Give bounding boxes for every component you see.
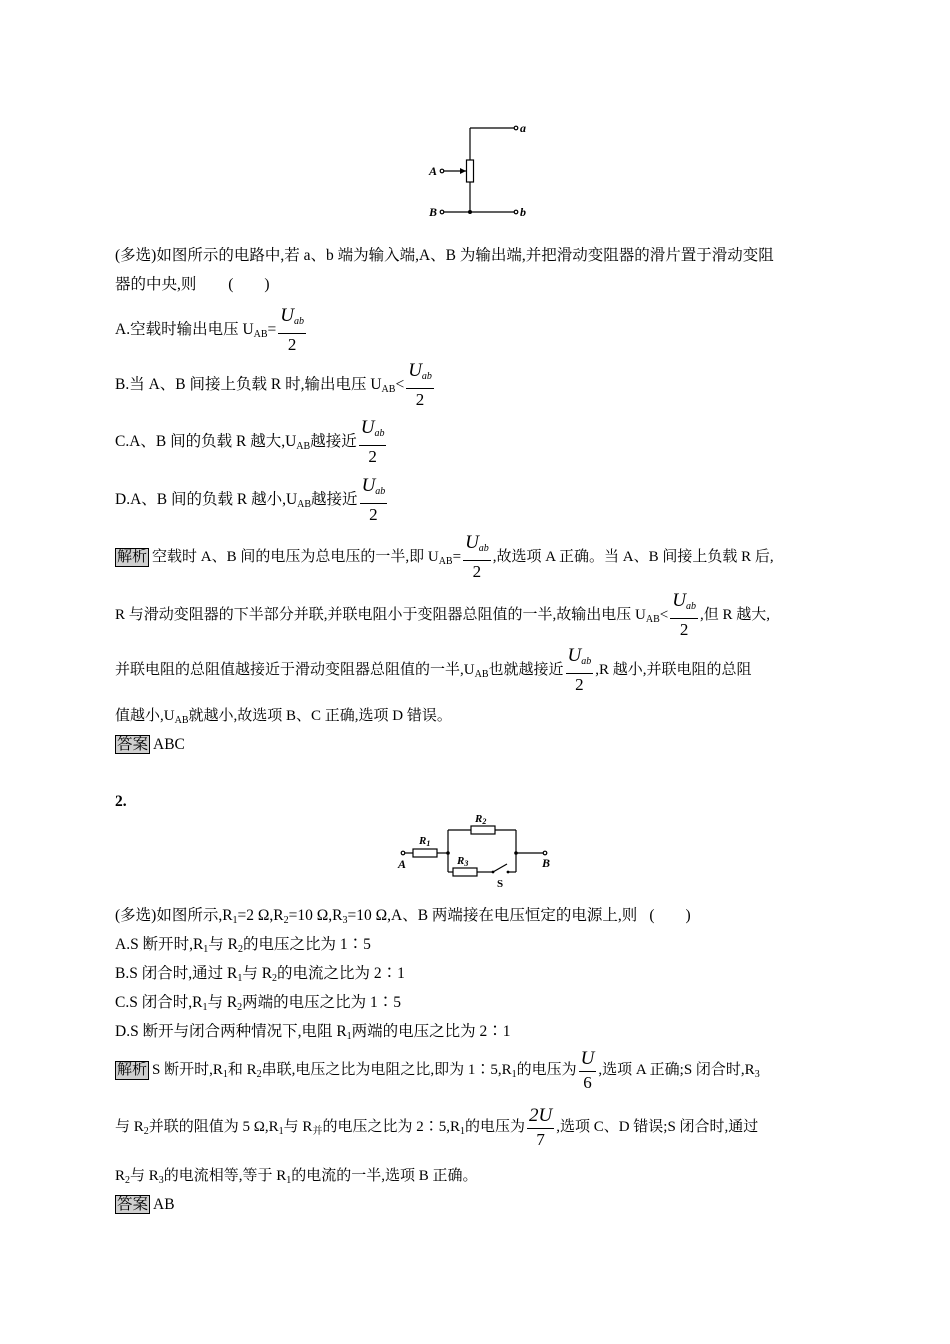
- q1-label-b: b: [520, 205, 526, 219]
- q1-terminal-A: [440, 169, 444, 173]
- q1-stem-text2: 器的中央,则: [115, 276, 197, 293]
- q2-label-r2: R2: [475, 813, 487, 826]
- q1-option-b-post: <: [395, 376, 405, 394]
- q2-label-B: B: [542, 856, 551, 870]
- q2-option-b: B.S 闭合时,通过 $R_1$与 $R_2$的电流之比为 2∶1: [115, 965, 405, 984]
- q1-option-a-text: A.空载时输出电压 U: [115, 321, 254, 339]
- q1-option-b-text: B.当 A、B 间接上负载 R 时,输出电压 U: [115, 376, 382, 394]
- q2-resistor-r2: [471, 826, 495, 834]
- q1-option-c-sub: AB: [296, 441, 311, 453]
- q1-option-b-sub: AB: [381, 384, 396, 396]
- q1-label-a: a: [520, 121, 526, 135]
- q1-answer-paren: ( ): [228, 276, 270, 293]
- q2-answer-line: [115, 1195, 175, 1215]
- q2-terminal-B: [543, 851, 547, 855]
- q1-answer-label: 答案: [117, 736, 149, 753]
- q2-label-r3: R3: [457, 855, 469, 868]
- q1-analysis-fraction3: $\frac{U_{ab}}{2}$: [567, 645, 592, 694]
- q1-rheostat: [467, 160, 474, 182]
- q2-analysis-line3: $R_2$与 $R_3$的电流相等,等于 $R_1$的电流的一半,选项 B 正确。: [115, 1168, 478, 1186]
- q1-stem-line2: [115, 275, 270, 295]
- q1-stem-line1: [115, 246, 774, 266]
- q2-analysis-fraction2: $\frac{2U}{7}$: [528, 1104, 553, 1149]
- q2-analysis-line1: 解析 S 断开时$,R_1$和 $R_2$串联,电压之比为电阻之比,即为 $1∶5,R_1$的电压为 $\frac{U}{6}$ ,选项 A 正确;S 闭合时$,R_3$: [117, 1047, 760, 1092]
- q2-analysis-fraction1: $\frac{U}{6}$: [580, 1047, 595, 1092]
- q1-option-a-post: =: [267, 321, 277, 339]
- q1-analysis-line3: 并联电阻的总阻值越接近于滑动变阻器总阻值的一半$,U_{AB}$也就越接近 $\frac{U_{ab}}{2}$ ,R 越小,并联电阻的总阻: [115, 645, 752, 694]
- q2-analysis-line2: 与 $R_2$并联的阻值为 5 $\Omega,R_1$与 $R_并$的电压之比为 $2∶5,R_1$的电压为 $\frac{2U}{7}$ ,选项 C、D 错误;S 闭合时,通过: [115, 1104, 759, 1149]
- q1-answer-line: [115, 735, 185, 755]
- q2-label-r1: R1: [419, 835, 431, 848]
- q1-circuit-diagram: [425, 118, 535, 223]
- q1-option-c: [115, 417, 388, 470]
- q2-number: 2.: [115, 793, 127, 810]
- q2-option-a: A.S 断开时$,R_1$与 $R_2$的电压之比为 1∶5: [115, 936, 371, 955]
- q1-answer-value: ABC: [153, 736, 185, 753]
- q1-analysis-line1: 解析 空载时 A、B 间的电压为总电压的一半,即 $U_{AB}=$ $\frac{U_{ab}}{2}$ ,故选项 A 正确。当 A、B 间接上负载 R 后,: [117, 532, 774, 581]
- q2-resistor-r3: [453, 868, 477, 876]
- q1-terminal-B: [440, 210, 444, 214]
- q2-stem: (多选)如图所示$,R_1=2$ $\Omega,R_2=10$ $\Omega,R_3=10$ Ω,A、B 两端接在电压恒定的电源上,则 ( ): [115, 907, 691, 926]
- q1-option-c-fraction: $\frac{\text{Uab}}{2}$: [360, 417, 385, 466]
- q1-label-A: A: [429, 164, 438, 178]
- q2-option-c: C.S 闭合时$,R_1$与 $R_2$两端的电压之比为 1∶5: [115, 994, 402, 1013]
- q1-junction: [468, 210, 472, 214]
- q1-stem-text1: (多选)如图所示的电路中,若 a、b 端为输入端,A、B 为输出端,并把滑动变阻器的滑片置于滑动变阻: [115, 247, 774, 264]
- q2-analysis-label: 解析: [117, 1062, 148, 1078]
- q1-terminal-a: [514, 126, 518, 130]
- q1-terminal-b: [514, 210, 518, 214]
- q2-answer-paren: ( ): [649, 907, 691, 924]
- q1-analysis-label: 解析: [117, 548, 148, 565]
- q1-option-a: [115, 305, 308, 358]
- q2-option-d: D.S 断开与闭合两种情况下,电阻 $R_1$两端的电压之比为 2∶1: [115, 1023, 511, 1042]
- q2-label-A: A: [398, 857, 407, 871]
- q1-option-b-fraction: $\frac{\text{Uab}}{2}$: [408, 360, 432, 409]
- q1-label-B: B: [429, 205, 438, 219]
- q1-analysis-line2: R 与滑动变阻器的下半部分并联,并联电阻小于变阻器总阻值的一半,故输出电压 $U_{AB}<$ $\frac{U_{ab}}{2}$ ,但 R 越大,: [115, 590, 770, 639]
- q1-slider-arrow: [460, 168, 466, 174]
- q1-analysis-line4: 值越小$,U_{AB}$就越小,故选项 B、C 正确,选项 D 错误。: [115, 708, 452, 726]
- q2-circuit-diagram: [395, 812, 565, 892]
- q1-option-d-text: D.A、B 间的负载 R 越小,U: [115, 491, 298, 509]
- q2-switch-s: [493, 864, 507, 872]
- q1-analysis-fraction1: $\frac{U_{ab}}{2}$: [465, 532, 489, 581]
- q2-resistor-r1: [413, 849, 437, 857]
- q1-option-b: [115, 360, 436, 413]
- q2-answer-label: 答案: [117, 1196, 149, 1213]
- q1-option-d-fraction: $\frac{\text{Uab}}{2}$: [361, 475, 386, 524]
- q1-option-d-sub: AB: [297, 499, 312, 511]
- q2-answer-value: AB: [153, 1196, 175, 1213]
- q2-label-S: S: [497, 878, 504, 890]
- q1-option-c-post: 越接近: [310, 433, 357, 451]
- q1-option-a-sub: AB: [253, 329, 268, 341]
- q1-option-a-fraction: $\frac{\text{Uab}}{2}$: [280, 305, 305, 354]
- q1-option-d: [115, 475, 389, 528]
- q2-terminal-A: [401, 851, 405, 855]
- q1-option-c-text: C.A、B 间的负载 R 越大,U: [115, 433, 297, 451]
- q1-option-d-post: 越接近: [311, 491, 358, 509]
- q1-analysis-fraction2: $\frac{U_{ab}}{2}$: [672, 590, 696, 639]
